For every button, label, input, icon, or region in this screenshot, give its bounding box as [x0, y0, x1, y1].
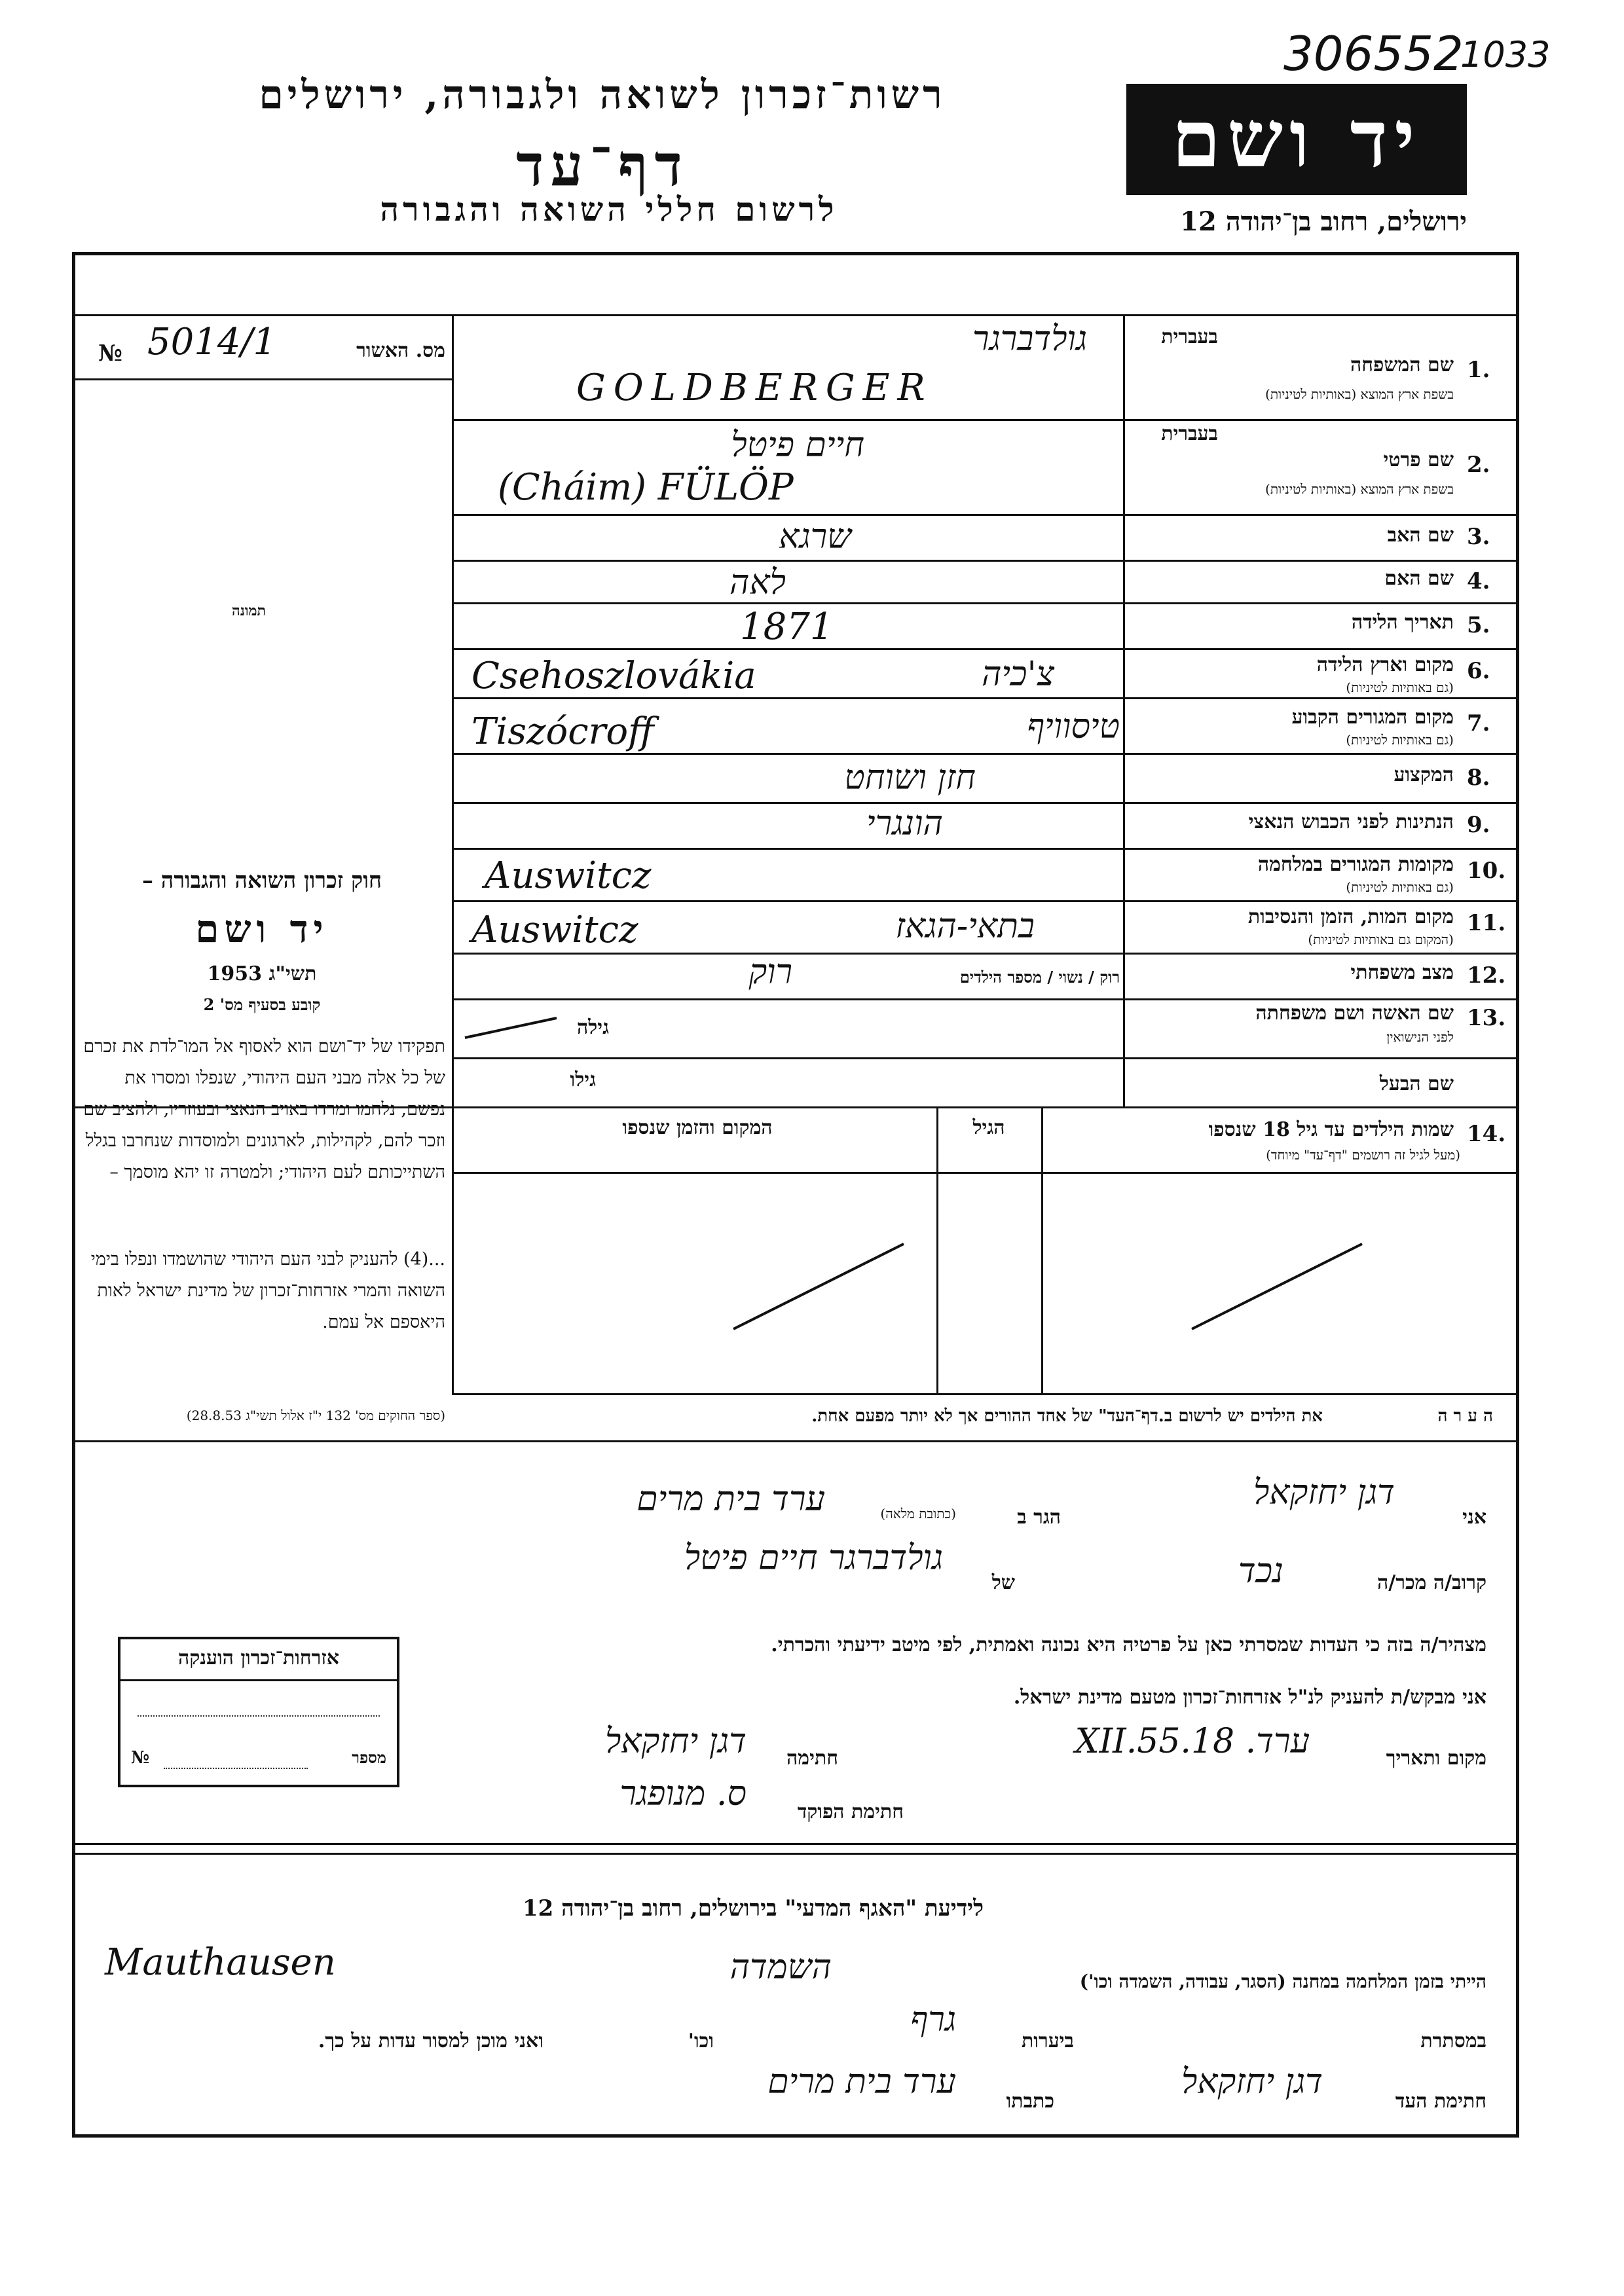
field-6-hint: (גם באותיות לטיניות) [1346, 680, 1454, 695]
header-address: ירושלים, רחוב בן־יהודה 12 [1180, 206, 1467, 237]
children-age-header: הגיל [972, 1116, 1005, 1139]
etc-label: וכו' [688, 2030, 714, 2052]
field-1-lang-tag: בעברית [1161, 325, 1218, 348]
approval-label: מס. האשור [356, 339, 445, 362]
field-3-label: שם האב [1387, 524, 1454, 547]
citizenship-number-label: מספר [352, 1748, 386, 1767]
declarant-resides-label: הגר ב [1017, 1506, 1061, 1529]
field-13-label: שם האשה ושם משפחתה [1255, 1002, 1454, 1025]
place-date-label: מקום ותאריך [1386, 1747, 1486, 1770]
field-1-label: שם המשפחה [1350, 354, 1454, 376]
field-11-hint: (המקום גם באותיות לטיניות) [1308, 932, 1454, 947]
field-11-number: 11. [1467, 910, 1506, 936]
official-signature-label: חתימת הפוקד [797, 1800, 904, 1823]
law-reference: (ספר החוקים מס' 132 י"ז אלול תשי"ג 28.8.53) [186, 1408, 445, 1423]
declarant-signature: דגן יחזקאל [604, 1722, 747, 1761]
declarant-statement: מצהיר/ה בזה כי העדות שמסרתי כאן על פרטיה היא נכונה ואמתית, לפי מיטב ידיעתי והכרתי. [771, 1633, 1486, 1656]
children-hint: (מעל לגיל זה רושמים "דף־עד" מיוחד) [1266, 1147, 1460, 1163]
camp-value: Mauthausen [105, 1941, 336, 1984]
field-2-value-hebrew: חיים פיטל [731, 426, 864, 465]
field-11-value-hebrew: בתאי-הגאז [895, 907, 1035, 946]
field-8-number: 8. [1467, 765, 1490, 791]
field-10-hint: (גם באותיות לטיניות) [1346, 879, 1454, 895]
field-6-number: 6. [1467, 658, 1490, 684]
camp-value-hebrew: השמדה [729, 1948, 832, 1987]
relation-value: נכד [1238, 1552, 1283, 1591]
declarant-i-label: אני [1462, 1506, 1486, 1529]
archive-sub-number: 1033 [1460, 34, 1551, 75]
declarant-request: אני מבקש/ת להעניק לנ"ל אזרחות־זכרון מטעם מדינת ישראל. [1013, 1686, 1486, 1709]
field-10-number: 10. [1467, 858, 1506, 884]
witness-label: חתימת העד [1395, 2090, 1486, 2113]
field-1-value: GOLDBERGER [576, 367, 933, 409]
photo-label: תמונה [232, 602, 266, 619]
field-5-value: 1871 [740, 606, 834, 648]
field-3-number: 3. [1467, 524, 1490, 550]
field-13-number: 13. [1467, 1005, 1506, 1031]
field-10-label: מקומות המגורים במלחמה [1257, 853, 1454, 876]
field-5-label: תאריך הלידה [1351, 611, 1454, 634]
hiding-label: במסתרת [1420, 2030, 1486, 2052]
field-2-lang-tag: בעברית [1161, 422, 1218, 445]
signature-label: חתימה [786, 1747, 838, 1770]
forest-label: ביערות [1021, 2030, 1074, 2052]
children-label: שמות הילדים עד גיל 18 שנספו [1208, 1118, 1454, 1141]
field-2-number: 2. [1467, 452, 1490, 478]
relation-of-name: גולדברגר חיים פיטל [684, 1539, 943, 1578]
field-1-number: 1. [1467, 357, 1490, 383]
law-year: תשי"ג 1953 [207, 962, 317, 985]
ready-label: ואני מוכן למסור עדות על כך. [318, 2030, 544, 2052]
field-7-value-hebrew: טיסוויף [1027, 707, 1120, 746]
declarant-address-hint: (כתובת מלאה) [880, 1506, 956, 1522]
field-10-value: Auswitcz [485, 854, 652, 897]
field-1-value-hebrew: גולדברגר [972, 319, 1087, 359]
field-9-label: הנתינות לפני הכבוש הנאצי [1248, 811, 1454, 833]
law-name: יד ושם [195, 907, 329, 951]
field-2-hint: בשפת ארץ המוצא (באותיות לטיניות) [1265, 481, 1454, 497]
note-label: ה ע ר ה [1437, 1406, 1493, 1426]
authority-title: רשות־זכרון לשואה ולגבורה, ירושלים [259, 72, 946, 118]
form-subtitle: לרשום חללי השואה והגבורה [380, 190, 838, 228]
field-13-hint: לפני הנישואין [1386, 1029, 1454, 1045]
field-4-number: 4. [1467, 568, 1490, 594]
approval-number: 5014/1 [147, 321, 277, 363]
field-11-label: מקום המות, הזמן והנסיבות [1247, 905, 1454, 928]
field-13-age-label: גילה [576, 1016, 609, 1039]
yad-vashem-logo: יד ושם [1126, 84, 1467, 195]
field-9-value: הונגרי [866, 804, 943, 843]
children-crossout-right [1179, 1218, 1375, 1349]
law-section: קובע בסעיף מס' 2 [203, 995, 321, 1014]
relation-of-label: של [991, 1571, 1015, 1594]
field-13-crossout [458, 1008, 563, 1048]
field-7-number: 7. [1467, 710, 1490, 737]
law-clause: ...(4) להעניק לבני העם היהודי שהושמדו ונפלו בימי השואה והמרי אזרחות־זכרון של מדינת ישראל לאות היאספם אל עמם. [90, 1249, 445, 1332]
field-7-label: מקום המגורים הקבוע [1291, 706, 1454, 729]
field-8-label: המקצוע [1393, 763, 1454, 786]
witness-address-label: כתבתו [1006, 2090, 1054, 2113]
note-text: את הילדים יש לרשום ב.דף־העד" של אחד ההורים אך לא יותר מפעם אחת. [811, 1406, 1323, 1426]
relation-label: קרוב/ה מכר/ה [1377, 1571, 1486, 1594]
knowledge-title: לידיעת "האגף המדעי" בירושלים, רחוב בן־יהודה 12 [523, 1895, 984, 1922]
husband-age-label: גילו [570, 1068, 596, 1091]
field-7-hint: (גם באותיות לטיניות) [1346, 732, 1454, 748]
children-number: 14. [1467, 1121, 1506, 1147]
witness-address-value: ערד בית מרים [767, 2062, 956, 2102]
camp-label: הייתי בזמן המלחמה במחנה (הסגר, עבודה, השמדה וכו') [1079, 1971, 1486, 1992]
field-4-value: לאה [729, 563, 786, 602]
forest-value: גרף [910, 2000, 956, 2039]
witness-signature: דגן יחזקאל [1181, 2062, 1323, 2102]
approval-no-mark: № [98, 340, 122, 367]
place-date-value: ערד. 18.XII.55 [1075, 1722, 1310, 1761]
citizenship-no-mark: № [131, 1748, 150, 1768]
citizenship-title: אזרחות־זכרון הוענקה [177, 1647, 340, 1669]
field-2-label: שם פרטי [1383, 448, 1454, 471]
field-9-number: 9. [1467, 812, 1490, 838]
husband-label: שם הבעל [1379, 1072, 1454, 1095]
field-2-value: (Cháim) FÜLÖP [498, 466, 794, 509]
field-1-hint: בשפת ארץ המוצא (באותיות לטיניות) [1265, 386, 1454, 402]
field-12-number: 12. [1467, 962, 1506, 989]
field-11-value: Auswitcz [471, 909, 638, 951]
field-12-options: רוק / נשוי / מספר הילדים [959, 968, 1120, 987]
children-place-header: המקום והזמן שנספו [622, 1116, 773, 1139]
children-crossout-left [720, 1218, 917, 1349]
field-3-value: שרגא [779, 517, 851, 556]
archive-number: 306552 [1283, 26, 1464, 81]
law-body: תפקידו של יד־ושם הוא לאסוף אל המו־לדת את זכרם של כל אלה מבני העם היהודי, שנפלו ומסרו את נפשם, נלחמו ומרדו באויב הנאצי ובעוזריו, ולהציב שם וזכר להם, לקהילות, לארגונים ולמוסדות שנחרבו בגלל השתייכותם לעם היהודי; ולמטרה זו יהא מוסמך – [83, 1036, 445, 1182]
field-8-value: חזן ושוחט [844, 758, 976, 797]
declarant-name: דגן יחזקאל [1253, 1473, 1395, 1512]
official-signature: ס. מנופגר [619, 1774, 747, 1813]
field-6-label: מקום וארץ הלידה [1316, 653, 1454, 676]
field-6-value-hebrew: צ'כיה [981, 655, 1054, 694]
field-4-label: שם האם [1384, 567, 1454, 590]
field-7-value: Tiszócroff [471, 710, 654, 753]
field-12-label: מצב משפחתי [1350, 961, 1454, 984]
field-5-number: 5. [1467, 612, 1490, 638]
declarant-address: ערד בית מרים [637, 1480, 825, 1519]
field-6-value: Csehoszlovákia [471, 655, 756, 697]
form-title: דף־עד [516, 131, 689, 199]
field-12-value: רוק [748, 953, 792, 992]
law-title: חוק זכרון השואה והגבורה – [141, 867, 382, 894]
